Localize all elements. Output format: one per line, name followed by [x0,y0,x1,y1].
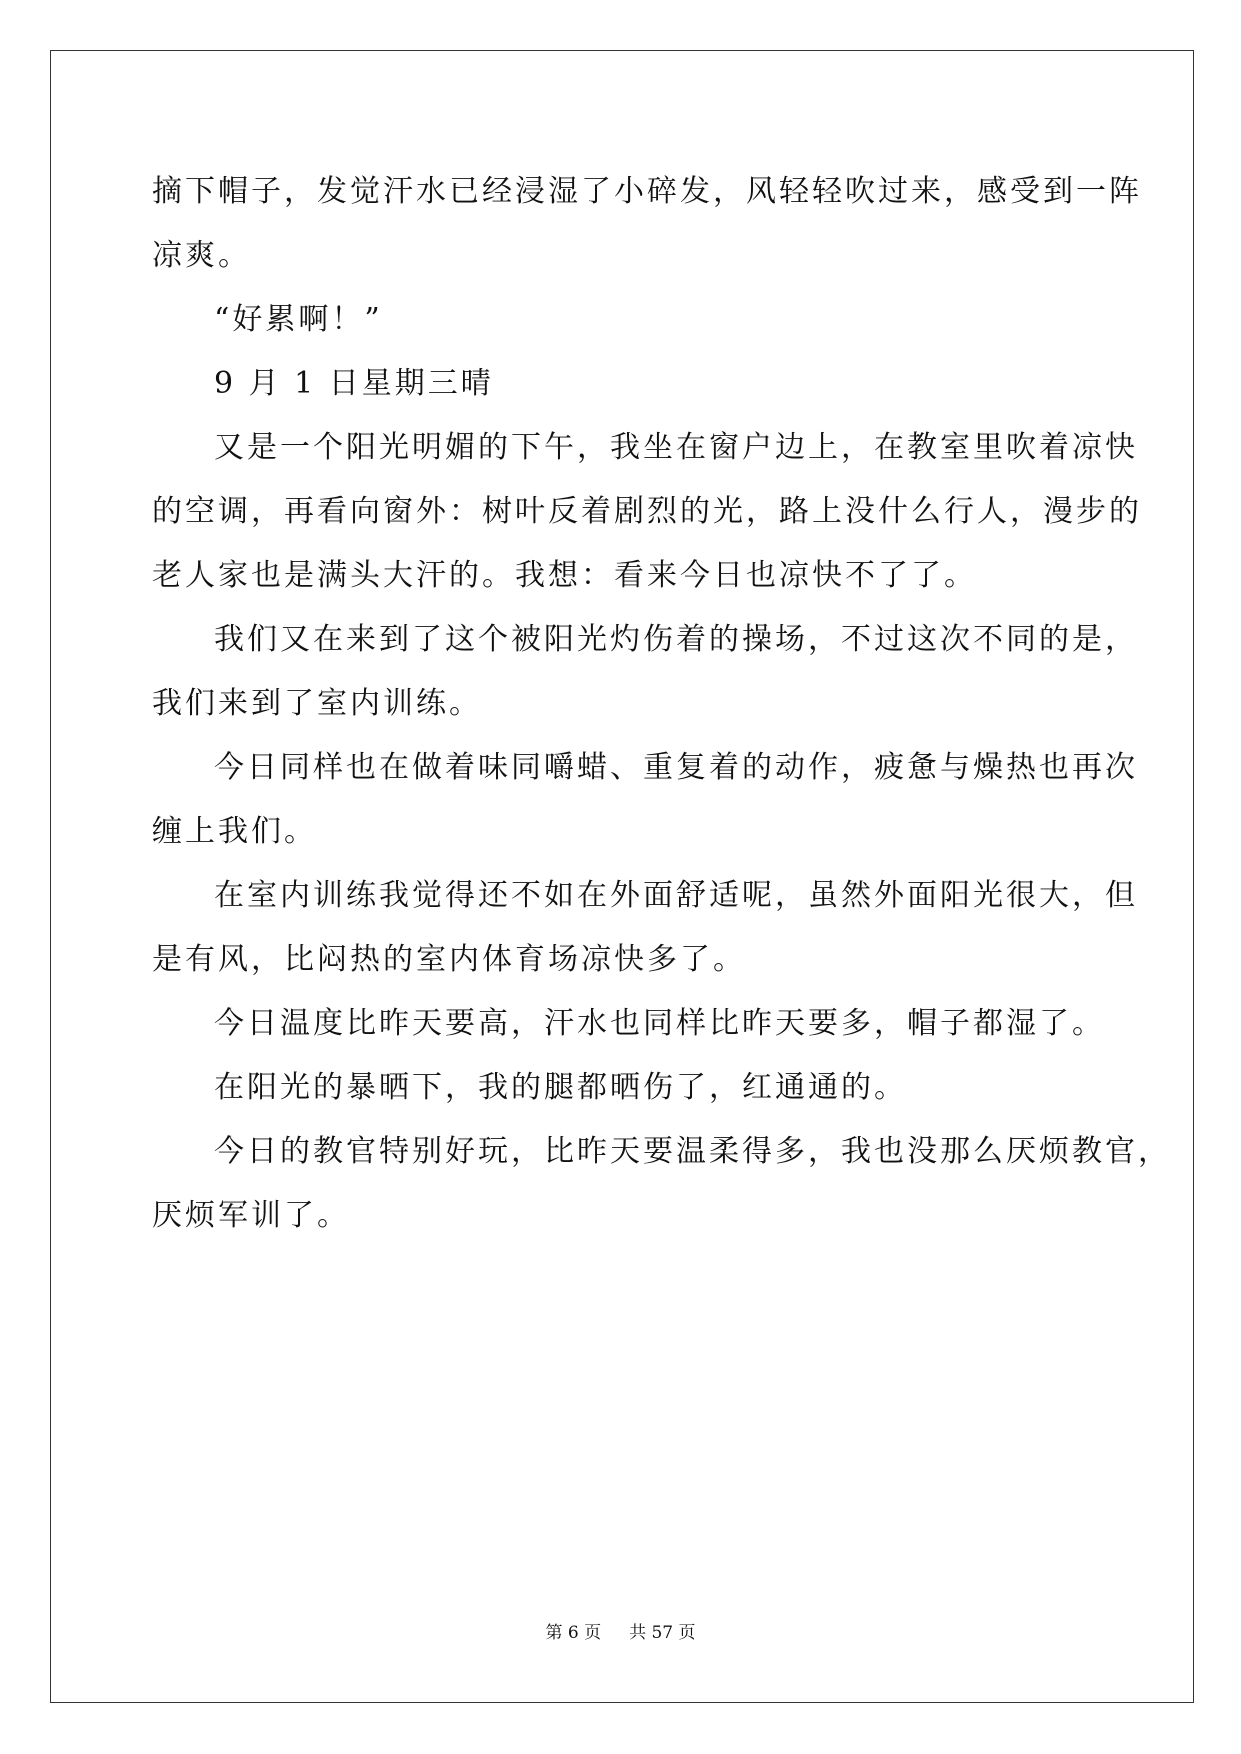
paragraph-line: 今日同样也在做着味同嚼蜡、重复着的动作，疲惫与燥热也再次 [214,750,1138,785]
paragraph-line: 又是一个阳光明媚的下午，我坐在窗户边上，在教室里吹着凉快 [214,430,1138,465]
page-total: 共 57 页 [629,1623,696,1643]
paragraph-line: 是有风，比闷热的室内体育场凉快多了。 [152,942,746,977]
paragraph-line: 我们又在来到了这个被阳光灼伤着的操场，不过这次不同的是， [214,622,1138,657]
document-body [152,160,1171,1248]
paragraph-line: 今日的教官特别好玩，比昨天要温柔得多，我也没那么厌烦教官， [214,1134,1171,1169]
paragraph-line: 的空调，再看向窗外：树叶反着剧烈的光，路上没什么行人，漫步的 [152,494,1142,529]
page-footer [0,1618,1241,1643]
paragraph-line: 在室内训练我觉得还不如在外面舒适呢，虽然外面阳光很大，但 [214,878,1138,913]
paragraph-line: 今日温度比昨天要高，汗水也同样比昨天要多，帽子都湿了。 [214,1006,1105,1041]
paragraph-line: 我们来到了室内训练。 [152,686,482,721]
page-number: 第 6 页 [545,1623,602,1643]
paragraph-line: 老人家也是满头大汗的。我想：看来今日也凉快不了了。 [152,558,977,593]
paragraph-line: “好累啊！” [214,302,383,337]
paragraph-line: 厌烦军训了。 [152,1198,350,1233]
paragraph-line: 摘下帽子，发觉汗水已经浸湿了小碎发，风轻轻吹过来，感受到一阵 [152,174,1142,209]
paragraph-line: 凉爽。 [152,238,251,273]
date-heading: 9 月 1 日星期三晴 [214,366,494,401]
paragraph-line: 在阳光的暴晒下，我的腿都晒伤了，红通通的。 [214,1070,907,1105]
paragraph-line: 缠上我们。 [152,814,317,849]
